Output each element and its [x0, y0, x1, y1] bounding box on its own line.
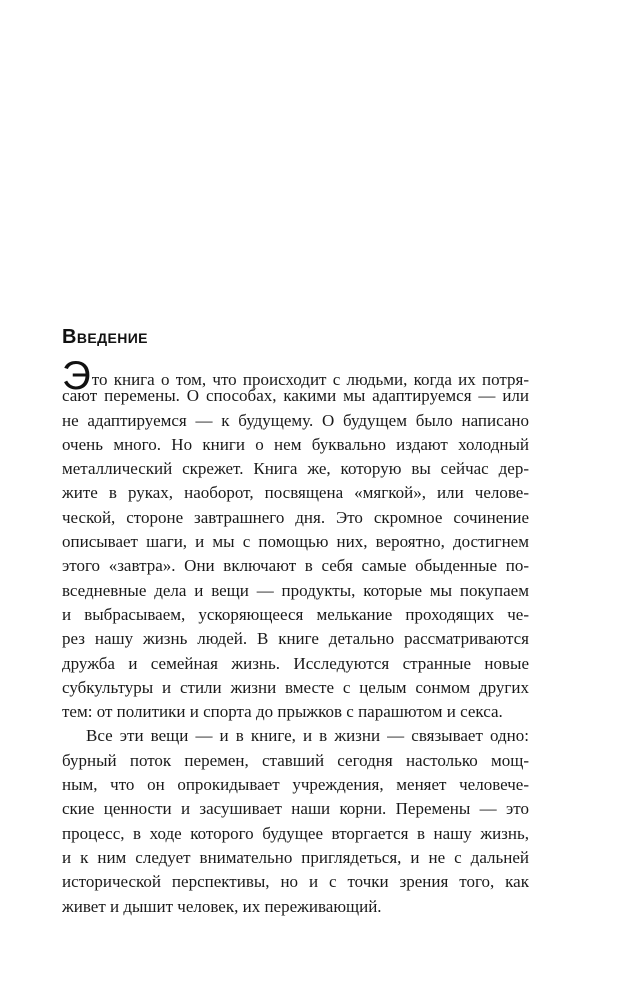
- line-text: то книга о том, что происходит с людьми, когда их потря-: [91, 370, 529, 389]
- text-line: и к ним следует внимательно приглядеться, и не с дальней: [62, 847, 529, 867]
- text-line: металлический скрежет. Книга же, которую вы сейчас дер-: [62, 459, 529, 479]
- drop-cap: Э: [62, 354, 91, 398]
- text-line: не адаптируемся — к будущему. О будущем было написано: [62, 410, 529, 430]
- text-line: ские ценности и засушивает наши корни. Перемены — это: [62, 799, 529, 819]
- paragraph-1: [62, 354, 529, 724]
- text-line: вседневные дела и вещи — продукты, которые мы покупаем: [62, 580, 529, 600]
- text-line: бурный поток перемен, ставший сегодня настолько мощ-: [62, 750, 529, 770]
- chapter-title: Введение: [62, 326, 148, 348]
- text-line: живет и дышит человек, их переживающий.: [62, 896, 382, 916]
- text-line: и выбрасываем, ускоряющееся мельканиe проходящих че-: [62, 604, 529, 624]
- text-line: Все эти вещи — и в книге, и в жизни — связывает одно:: [86, 726, 529, 746]
- text-line: этого «завтра». Они включают в себя самые обыденные по-: [62, 556, 529, 576]
- text-line: рез нашу жизнь людей. В книге детально рассматриваются: [62, 629, 529, 649]
- text-line: сают перемены. О способах, какими мы адаптируемся — или: [62, 386, 529, 406]
- text-line: исторической перспективы, но и с точки зрения того, как: [62, 872, 529, 892]
- text-line: жите в руках, наоборот, посвящена «мягкой», или челове-: [62, 483, 529, 503]
- text-line: описывает шаги, и мы с помощью них, вероятно, достигнем: [62, 532, 529, 552]
- chapter-body: [62, 354, 529, 919]
- text-line: очень много. Но книги о нем буквально издают холодный: [62, 434, 529, 454]
- text-line: субкультуры и стили жизни вместе с целым сонмом других: [62, 677, 529, 697]
- text-line: ным, что он опрокидывает учреждения, меняет человече-: [62, 775, 529, 795]
- text-line: тем: от политики и спорта до прыжков с парашютом и секса.: [62, 702, 503, 722]
- paragraph-2: [62, 724, 529, 918]
- text-line: ческой, стороне завтрашнего дня. Это скромное сочинение: [62, 507, 529, 527]
- text-line: процесс, в ходе которого будущее вторгается в нашу жизнь,: [62, 823, 529, 843]
- text-line: дружба и семейная жизнь. Исследуются странные новые: [62, 653, 529, 673]
